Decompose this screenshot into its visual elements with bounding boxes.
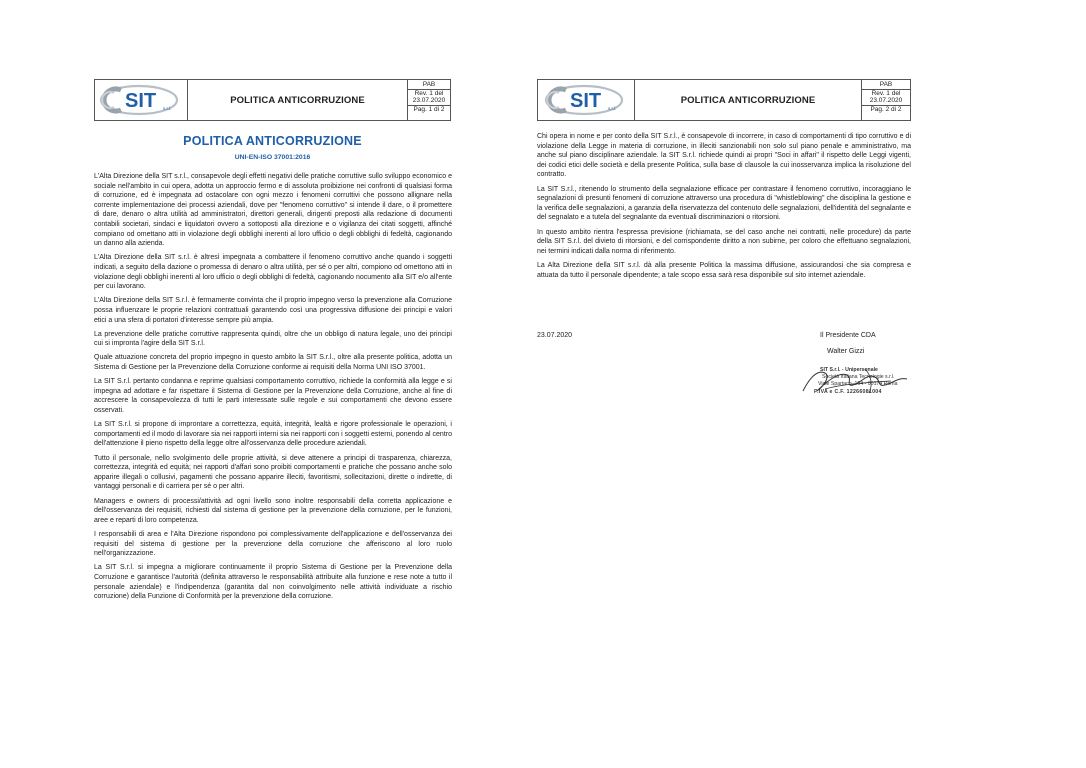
- page-number: Pag. 2 di 2: [870, 105, 902, 113]
- paragraph: Tutto il personale, nello svolgimento delle proprie attività, si deve attenere a principi di trasparenza, chiarezza, correttezza, integrità ed equità; nei rapporti d'affari sono proibiti comportamenti e pratiche che possano anche solo apparire illegali o collusivi, pagamenti che possano apparire illeciti, favoritismi, sollecitazioni, dirette o indirette, di vantaggi personali e di carriera per sé o per altri.: [94, 454, 452, 491]
- page-number: Pag. 1 di 2: [413, 105, 445, 113]
- header-title: POLITICA ANTICORRUZIONE: [188, 80, 408, 120]
- sit-logo-icon: [99, 83, 183, 117]
- header-meta: [408, 80, 450, 120]
- paragraph: I responsabili di area e l'Alta Direzione rispondono poi complessivamente dell'applicazione e dell'osservanza dei requisiti del sistema di gestione per la prevenzione della corruzione che afferiscono al loro ruolo nell'organizzazione.: [94, 530, 452, 558]
- paragraph: La SIT S.r.l. pertanto condanna e reprime qualsiasi comportamento corruttivo, richiede la conformità alla legge e si impegna ad adottare e far rispettare il Sistema di Gestione per la Prevenzione della Corruzione, anche al fine di accrescere la consapevolezza di tutti le parti interessate sulle regole e sui comportamenti che devono essere osservati.: [94, 378, 452, 415]
- paragraph: Managers e owners di processi/attività ad ogni livello sono inoltre responsabili della corretta applicazione e dell'osservanza dei requisiti, richiesti dal sistema di gestione per la prevenzione della corruzione, per le funzioni, aree e reparti di loro competenza.: [94, 497, 452, 524]
- paragraph: Chi opera in nome e per conto della SIT S.r.l., è consapevole di incorrere, in caso di comportamenti di tipo corruttivo e di violazione della Legge in materia di corruzione, in illeciti sanzionabili non solo sul piano penale e amministrativo, ma anche sul piano disciplinare aziendale. la SIT S.r.l. richiede quindi ai propri "Soci in affari" il rispetto delle Leggi vigenti, dei codici etici delle società e della presente Politica, sulla base di clausole la cui inosservanza implica la risoluzione del contratto.: [537, 133, 911, 179]
- svg-text:SIT: SIT: [125, 90, 157, 112]
- document-page-2: [537, 0, 1086, 768]
- document-date: 23.07.2020: [537, 332, 573, 339]
- doc-code: PAB: [862, 80, 910, 90]
- paragraph: La SIT S.r.l. si impegna a migliorare continuamente il proprio Sistema di Gestione per la Prevenzione della Corruzione e garantisce l'autorità (definita attraverso le responsabilità attribuite alla funzione e rese note a tutto il personale aziendale) e l'indipendenza (garantita dal non coinvolgimento nelle attività individuate a rischio corruzione) della Funzione di Conformità per la prevenzione della corruzione.: [94, 564, 452, 601]
- svg-text:s.r.l.: s.r.l.: [608, 106, 617, 111]
- page-1-body: [94, 172, 452, 606]
- paragraph: La SIT S.r.l., ritenendo lo strumento della segnalazione efficace per contrastare il fenomeno corruttivo, incoraggiano le segnalazioni di presunti fenomeni di corruzione attraverso una procedura di "whistleblowing" che disciplina la gestione e la verifica delle segnalazioni, a garanzia della riservatezza del contenuto delle segnalazioni, dell'identità del segnalante e del segnalato e a tutela del segnalante da eventuali discriminazioni o ritorsioni.: [537, 185, 911, 222]
- stamp-line: Viale Spartaco, 104 - 00174 Roma: [818, 381, 898, 388]
- sit-logo-icon: [543, 83, 629, 117]
- stamp-line: SIT S.r.l. - Unipersonale: [820, 367, 878, 373]
- doc-revision: Rev. 1 del 23.07.2020: [408, 90, 450, 106]
- document-subtitle: UNI-EN-ISO 37001:2016: [234, 154, 311, 161]
- signer-role: Il Presidente CDA: [820, 332, 876, 339]
- document-title: POLITICA ANTICORRUZIONE: [183, 134, 362, 148]
- stamp-line: P.IVA e C.F. 12266081004: [814, 388, 882, 395]
- doc-code: PAB: [408, 80, 450, 90]
- page-header-table: [94, 79, 451, 121]
- paragraph: La SIT S.r.l. si propone di improntare a correttezza, equità, integrità, lealtà e rigore professionale le operazioni, i comportamenti ed il modo di lavorare sia nei rapporti interni sia nei rapporti con i soggetti esterni, ponendo al centro dell'attenzione il pieno rispetto della legge oltre all'osservanza delle procedure aziendali.: [94, 421, 452, 448]
- paragraph: La Alta Direzione della SIT s.r.l. dà alla presente Politica la massima diffusione, assicurandosi che sia compresa e attuata da tutto il personale dipendente; a tale scopo essa sarà resa disponibile sul sito internet aziendale.: [537, 261, 911, 279]
- page-2-body: [537, 132, 911, 285]
- header-meta: [862, 80, 910, 120]
- paragraph: Quale attuazione concreta del proprio impegno in questo ambito la SIT S.r.l., oltre alla presente politica, adotta un Sistema di Gestione per la Prevenzione della Corruzione conforme ai requisiti della Norma UNI ISO 37001.: [94, 354, 452, 372]
- paragraph: L'Alta Direzione della SIT S.r.l. è fermamente convinta che il proprio impegno verso la prevenzione alla Corruzione possa influenzare le proprie relazioni contrattuali garantendo così una progressiva diffusione dei principi e valori etici a una sfera di portatori d'interesse sempre più ampia.: [94, 297, 452, 324]
- signer-name: Walter Gizzi: [827, 348, 865, 355]
- paragraph: La prevenzione delle pratiche corruttive rappresenta quindi, oltre che un obbligo di natura legale, uno dei principi cui si impronta l'agire della SIT S.r.l.: [94, 330, 452, 348]
- header-title: POLITICA ANTICORRUZIONE: [635, 80, 862, 120]
- page-header-table: [537, 79, 911, 121]
- doc-revision: Rev. 1 del 23.07.2020: [862, 90, 910, 106]
- company-logo: [95, 80, 188, 120]
- company-logo: [538, 80, 635, 120]
- svg-text:SIT: SIT: [570, 90, 602, 112]
- svg-text:s.r.l.: s.r.l.: [163, 106, 172, 111]
- paragraph: L'Alta Direzione della SIT s.r.l. è altresì impegnata a combattere il fenomeno corruttivo anche quando i soggetti indicati, a seguito della dazione o promessa di denaro o altra utilità, per sé o per altri, compiono od omettono atti in violazione degli obblighi inerenti al loro ufficio o degli obblighi di fedeltà, cagionando nocumento alla SIT e/o all'ente per cui lavorano.: [94, 254, 452, 291]
- stamp-line: Società Italiana Tecnologie s.r.l.: [822, 374, 895, 381]
- paragraph: L'Alta Direzione della SIT s.r.l., consapevole degli effetti negativi delle pratiche corruttive sullo sviluppo economico e sociale nell'ambito in cui opera, adotta un approccio fermo e di assoluta proibizione nei confronti di qualsiasi forma di corruzione, ed è impegnata ad ostacolare con ogni mezzo i fenomeni corruttivi che possono allignare nella corrente implementazione dei processi aziendali, dove per "fenomeno corruttivo" si intende il dare, o il promettere di dare, denaro o altra utilità ad amministratori, direttori generali, dirigenti preposti alla redazione di documenti contabili societari, sindaci e liquidatori ovvero a sottoposti alla direzione e o vigilanza dei citati soggetti, affinché compiano od omettano atti in violazione degli obblighi inerenti al loro ufficio o degli obblighi di fedeltà, cagionando un danno alla azienda.: [94, 173, 452, 248]
- paragraph: In questo ambito rientra l'espressa previsione (richiamata, se del caso anche nei contratti, nelle procedure) da parte della SIT S.r.l. del divieto di ritorsioni, e del corrispondente diritto a non subirne, per coloro che effettuano segnalazioni, nei termini indicati dalla norma di riferimento.: [537, 228, 911, 255]
- handwritten-signature-icon: [795, 361, 915, 401]
